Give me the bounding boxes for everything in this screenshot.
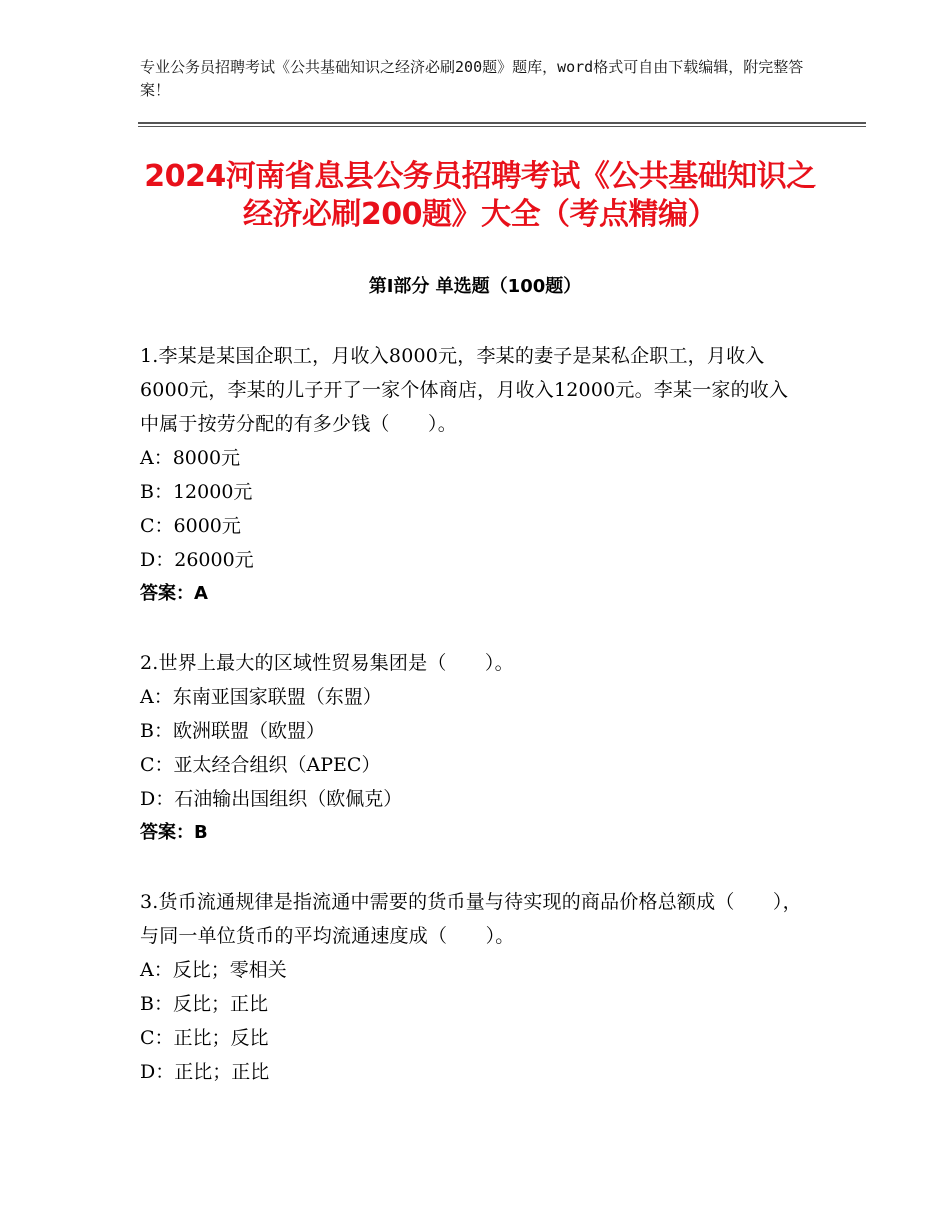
option-c: C：6000元: [140, 515, 241, 537]
option-a: A：东南亚国家联盟（东盟）: [140, 686, 382, 708]
answer: 答案：B: [140, 822, 208, 843]
question-3: [140, 885, 805, 1089]
option-c: C：亚太经合组织（APEC）: [140, 754, 381, 776]
answer: 答案：A: [140, 583, 208, 604]
question-2: [140, 646, 805, 850]
option-b: B：反比；正比: [140, 993, 268, 1015]
option-d: D：26000元: [140, 549, 254, 571]
option-b: B：欧洲联盟（欧盟）: [140, 720, 325, 742]
option-c: C：正比；反比: [140, 1027, 269, 1049]
option-d: D：正比；正比: [140, 1061, 270, 1083]
header-rule: [138, 122, 866, 124]
section-title: 第Ⅰ部分 单选题（100题）: [368, 276, 582, 297]
question-text: 2.世界上最大的区域性贸易集团是（ ）。: [140, 652, 514, 674]
option-a: A：8000元: [140, 447, 241, 469]
option-b: B：12000元: [140, 481, 253, 503]
option-d: D：石油输出国组织（欧佩克）: [140, 788, 403, 810]
header-note: 专业公务员招聘考试《公共基础知识之经济必刷200题》题库，word格式可自由下载编辑，附完整答案！: [140, 58, 804, 99]
question-text: 1.李某是某国企职工，月收入8000元，李某的妻子是某私企职工，月收入6000元，李某的儿子开了一家个体商店，月收入12000元。李某一家的收入中属于按劳分配的有多少钱（ ）。: [140, 345, 789, 435]
document-title: 2024河南省息县公务员招聘考试《公共基础知识之经济必刷200题》大全（考点精编）: [144, 159, 816, 232]
header-rule-thin: [138, 126, 866, 127]
question-text: 3.货币流通规律是指流通中需要的货币量与待实现的商品价格总额成（ ），与同一单位货币的平均流通速度成（ ）。: [140, 891, 802, 947]
question-1: [140, 339, 805, 611]
option-a: A：反比；零相关: [140, 959, 287, 981]
